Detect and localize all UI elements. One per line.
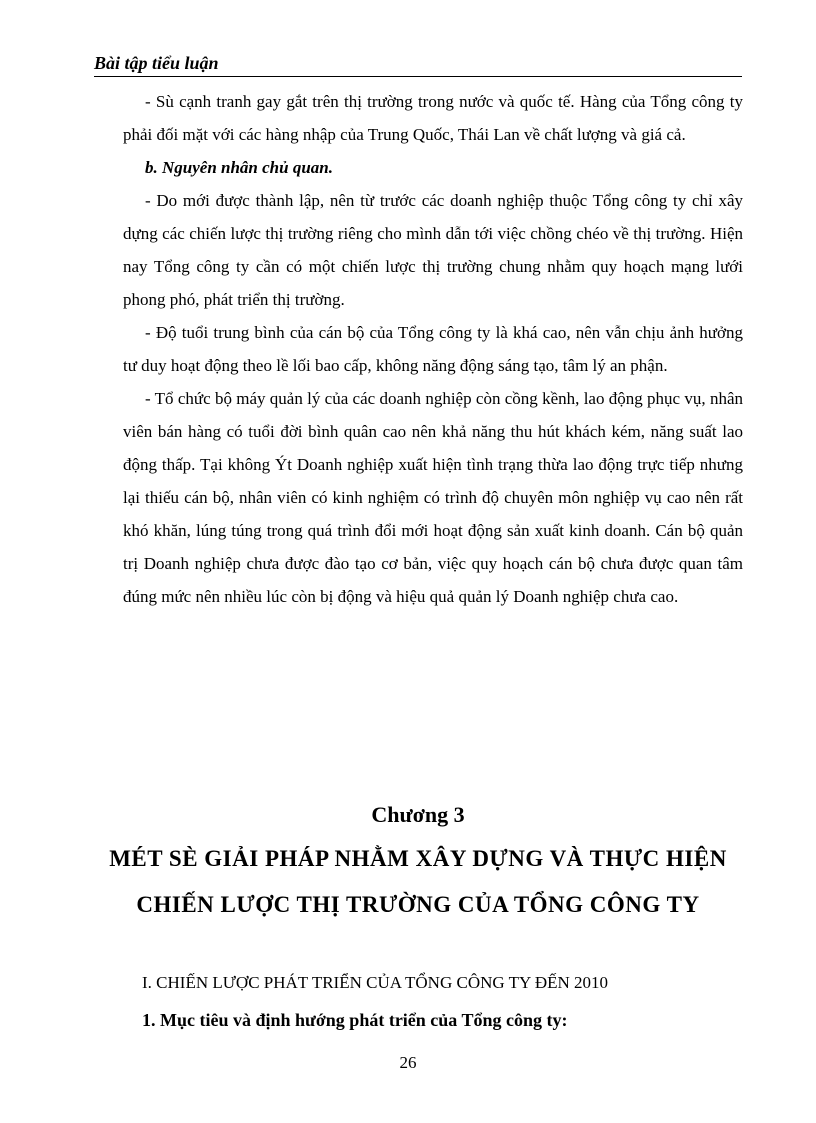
- paragraph-organization: - Tổ chức bộ máy quản lý của các doanh nghiệp còn cồng kềnh, lao động phục vụ, nhân viên bán hàng có tuổi đời bình quân cao nên khả năng thu hút khách kém, năng suất lao động thấp. Tại không Ýt Doanh nghiệp xuất hiện tình trạng thừa lao động trực tiếp nhưng lại thiếu cán bộ, nhân viên có kinh nghiệm có trình độ chuyên môn nghiệp vụ cao nên rất khó khăn, lúng túng trong quá trình đổi mới hoạt động sản xuất kinh doanh. Cán bộ quản trị Doanh nghiệp chưa được đào tạo cơ bản, việc quy hoạch cán bộ chưa được quan tâm đúng mức nên nhiều lúc còn bị động và hiệu quả quản lý Doanh nghiệp chưa cao.: [123, 389, 743, 606]
- subsection-heading: 1. Mục tiêu và định hướng phát triển của Tổng công ty:: [142, 1010, 568, 1030]
- paragraph-market-strategy: - Do mới được thành lập, nên từ trước các doanh nghiệp thuộc Tổng công ty chỉ xây dựng các chiến lược thị trường riêng cho mình dẫn tới việc chồng chéo về thị trường. Hiện nay Tổng công ty cần có một chiến lược thị trường chung nhằm quy hoạch mạng lưới phong phó, phát triển thị trường.: [123, 191, 743, 309]
- subheading-subjective-causes: b. Nguyên nhân chủ quan.: [145, 158, 334, 177]
- paragraph-staff-age: - Độ tuổi trung bình của cán bộ của Tổng công ty là khá cao, nên vẫn chịu ảnh hưởng tư duy hoạt động theo lề lối bao cấp, không năng động sáng tạo, tâm lý an phận.: [123, 323, 743, 375]
- chapter-number: Chương 3: [371, 802, 465, 827]
- section-heading: I. CHIẾN LƯỢC PHÁT TRIỂN CỦA TỔNG CÔNG TY ĐẾN 2010: [142, 973, 609, 992]
- body-text: [123, 85, 743, 613]
- chapter-title-line2: CHIẾN LƯỢC THỊ TRƯỜNG CỦA TỔNG CÔNG TY: [136, 892, 700, 917]
- page-number: 26: [399, 1053, 417, 1072]
- paragraph-competition: - Sù cạnh tranh gay gắt trên thị trường trong nước và quốc tế. Hàng của Tổng công ty phải đối mặt với các hàng nhập của Trung Quốc, Thái Lan về chất lượng và giá cả.: [123, 92, 743, 144]
- page-header: Bài tập tiểu luận: [94, 52, 742, 77]
- chapter-title-line1: MÉT SÈ GIẢI PHÁP NHẰM XÂY DỰNG VÀ THỰC HIỆN: [109, 846, 727, 871]
